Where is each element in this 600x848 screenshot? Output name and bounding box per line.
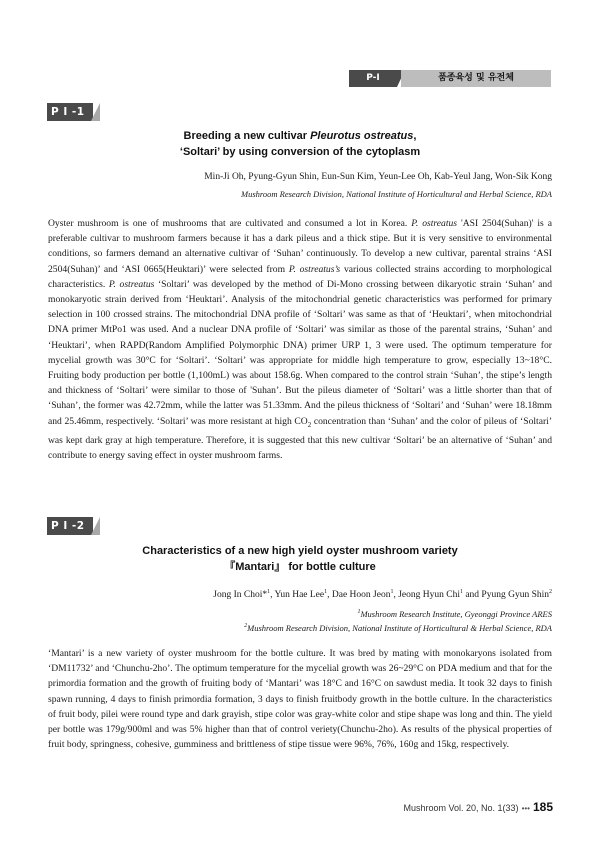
abstract-subscript: 2 xyxy=(307,420,312,429)
journal-citation: Mushroom Vol. 20, No. 1(33) xyxy=(403,803,519,813)
title-text: Breeding a new cultivar xyxy=(183,130,311,142)
abstract-text: concentration than ‘Suhan’ and the color of pileus of ‘Soltari’ was kept dark gray at high temperature. Therefore, it is suggested that this new cultivar ‘Soltari’ be an alternative of ‘Suhan’ and contribute to energy saving effect in oyster mushroom farms. xyxy=(48,415,553,461)
affil-text: Mushroom Research Institute, Gyeonggi Province ARES xyxy=(360,608,552,619)
abstract-text: 'ASI 2504(Suhan)' is a preferable cultivar to mushroom farmers because it has a dark pileus and a thick stipe. But it is very sensitive to environmental conditions, so farmers demand an alternative cultivar of ‘Suhan’ continuously. To develop a new cultivar, parental strains ‘ASI 2504(Suhan)’ and ‘ASI 0665(Heuktari)’ were selected from xyxy=(48,218,552,275)
abstract-species: P. ostreatus xyxy=(411,218,458,229)
affiliation-2a xyxy=(48,606,552,621)
banner-code: P-I xyxy=(349,70,397,87)
section-tag-label: P I -1 xyxy=(47,103,93,121)
affil-text: Mushroom Research Division, National Institute of Horticultural & Herbal Science, RDA xyxy=(247,622,552,633)
section-tag-1 xyxy=(47,103,101,121)
title-line-1: Characteristics of a new high yield oyster mushroom variety xyxy=(142,545,458,557)
affiliation-2b xyxy=(48,620,552,635)
affil-sup: 2 xyxy=(244,623,248,629)
tag-slash-decoration xyxy=(91,103,100,121)
authors-2 xyxy=(48,586,552,602)
title-text: , xyxy=(413,130,417,142)
author-sup: 1 xyxy=(459,589,463,595)
author-sup: 1 xyxy=(267,589,271,595)
author-name: , Jeong Hyun Chi xyxy=(393,590,460,601)
affiliation-1: Mushroom Research Division, National Institute of Horticultural and Herbal Science, RDA xyxy=(241,189,552,199)
abstract-1 xyxy=(48,216,552,463)
abstract-text: ‘Soltari’ was developed by the method of Di-Mono crossing between dikaryotic strain ‘Suhan’ and monokaryotic strain derived from ‘Heuktari’. Analysis of the mitochondrial genetic characteristics was performed for primary selection in 100 crossed strains. The mitochondrial DNA profile of ‘Soltari’ was same as that of ‘Heuktari’, when mitochondrial DNA primer MtPo1 was used. And a nuclear DNA profile of ‘Soltari’ was similar as those of the parental strains, ‘Suhan’ and ‘Heuktari’, when RAPD(Random Amplified Polymorphic DNA) primer URP 1, 3 were used. The optimum temperature for mycelial growth was 30°C for ‘Soltari’. ‘Soltari’ was appropriate for middle high temperature to grow, especially 13~18°C. Fruiting body production per bottle (1,100mL) was about 158.6g. When compared to the control strain ‘Suhan’, the stipe’s length and thickness of ‘Soltari’ were similar to those of 'Suhan’. But the pileus diameter of ‘Soltari’ was a little shorter than that of ‘Suhan’, the former was 42.72mm, while the latter was 51.33mm. And the pileus thickness of ‘Soltari’ and ‘Suhan’ were 18.18mm and 25.46mm, respectively. ‘Soltari’ was more resistant at high CO xyxy=(48,278,553,427)
affil-sup: 1 xyxy=(357,609,361,615)
author-name: Jong In Choi* xyxy=(213,590,268,601)
section-tag-label: P I -2 xyxy=(47,517,93,535)
author-sup: 1 xyxy=(390,589,394,595)
title-line-2: 『Mantari』 for bottle culture xyxy=(224,561,376,573)
abstract-text: Oyster mushroom is one of mushrooms that are cultivated and consumed a lot in Korea. xyxy=(48,218,412,229)
page-footer xyxy=(300,799,553,815)
abstract-2: ‘Mantari’ is a new variety of oyster mushroom for the bottle culture. It was bred by mating with monokaryons isolated from ‘DM11732’ and ‘Chunchu-2ho’. The optimum temperature for the mycelial growth was 26~29°C on PDA medium and that for the primordia formation and the growth of fruiting body of ‘Mantari’ was 18°C and 16°C on sawdust media. It took 32 days to finish spawn running, 4 days to finish primordia formation, 3 days to finish fruitbody growth in the bottle culture. In the characteristics of fruit body, pilei were round type and dark grayish, stipe color was gray-white color and stipe shape was long and thin. The yield per bottle was 179g/900ml and was 5% higher than that of control veriety(Chunchu-2ho). As results of the physical properties of fruit body, springness, cohesive, gumminess and brittleness of stipe tissue were 96%, 76%, 160g and 15kg, respectively. xyxy=(48,648,552,751)
author-name: , Dae Hoon Jeon xyxy=(327,590,391,601)
title-line-1 xyxy=(48,128,552,144)
author-name: and Pyung Gyun Shin xyxy=(462,590,549,601)
paper-title-2 xyxy=(48,543,552,575)
author-sup: 2 xyxy=(549,589,552,595)
footer-dots: ••• xyxy=(521,804,530,813)
abstract-species: P. ostreatus’s xyxy=(288,263,341,275)
title-species: Pleurotus ostreatus xyxy=(310,130,414,142)
paper-title-1 xyxy=(48,128,552,160)
abstract-text: various collected strains according to morphological characteristics. xyxy=(48,263,552,290)
page-number: 185 xyxy=(532,800,553,814)
abstract-species: P. ostreatus xyxy=(108,278,155,290)
author-sup: 1 xyxy=(324,589,328,595)
banner-title: 품종육성 및 유전체 xyxy=(401,70,551,87)
authors-1: Min-Ji Oh, Pyung-Gyun Shin, Eun-Sun Kim, Yeun-Lee Oh, Kab-Yeul Jang, Won-Sik Kong xyxy=(204,172,552,182)
tag-slash-decoration xyxy=(91,517,100,535)
author-name: , Yun Hae Lee xyxy=(270,590,325,601)
section-banner xyxy=(349,70,551,87)
title-line-2: ‘Soltari’ by using conversion of the cytoplasm xyxy=(179,146,421,158)
section-tag-2 xyxy=(47,517,101,535)
